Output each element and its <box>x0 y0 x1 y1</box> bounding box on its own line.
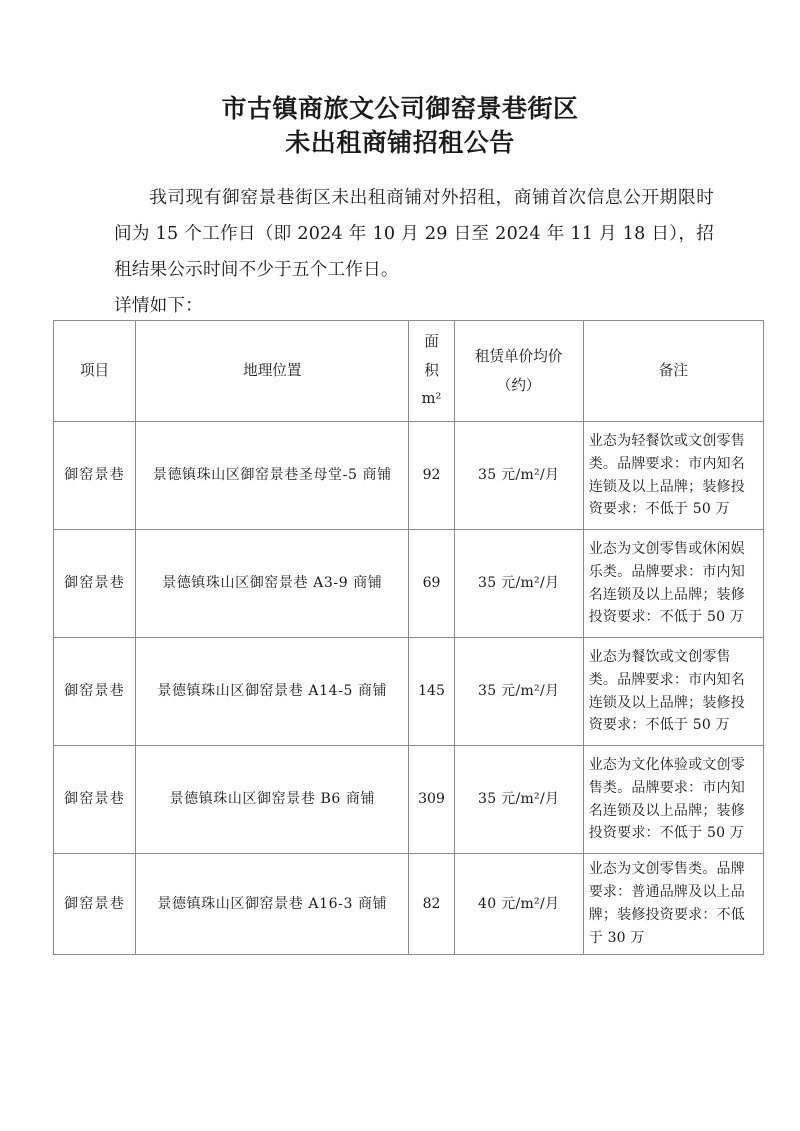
table-row <box>54 638 764 746</box>
column-header-area-char-1: 面 <box>424 333 439 351</box>
cell-notes: 业态为文创零售类。品牌要求：普通品牌及以上品牌；装修投资要求：不低于 30 万 <box>583 854 763 955</box>
cell-area: 145 <box>409 638 454 746</box>
column-header-area-unit: m² <box>421 390 442 408</box>
column-header-area <box>409 321 454 422</box>
column-header-location <box>136 321 409 422</box>
cell-location: 景德镇珠山区御窑景巷 A3-9 商铺 <box>136 530 409 638</box>
cell-price: 35 元/m²/月 <box>454 638 583 746</box>
cell-project: 御窑景巷 <box>54 854 136 955</box>
cell-price: 35 元/m²/月 <box>454 746 583 854</box>
column-header-location-label: 地理位置 <box>243 362 302 380</box>
cell-project: 御窑景巷 <box>54 638 136 746</box>
cell-area: 69 <box>409 530 454 638</box>
column-header-price-label: 租赁单价均价 <box>474 347 563 365</box>
cell-location: 景德镇珠山区御窑景巷 A14-5 商铺 <box>136 638 409 746</box>
column-header-price-approx: （约） <box>496 377 541 394</box>
page-title-line-1: 市古镇商旅文公司御窑景巷街区 <box>221 94 579 123</box>
cell-project: 御窑景巷 <box>54 422 136 530</box>
document-body <box>0 159 800 325</box>
cell-notes: 业态为文创零售或休闲娱乐类。品牌要求：市内知名连锁及以上品牌；装修投资要求：不低于 50 万 <box>583 530 763 638</box>
listing-table-container <box>53 320 764 955</box>
column-header-project-label: 项目 <box>79 362 110 380</box>
table-header <box>54 321 764 422</box>
cell-notes: 业态为轻餐饮或文创零售类。品牌要求：市内知名连锁及以上品牌；装修投资要求：不低于 50 万 <box>583 422 763 530</box>
cell-area: 92 <box>409 422 454 530</box>
table-row <box>54 854 764 955</box>
cell-price: 40 元/m²/月 <box>454 854 583 955</box>
body-paragraph-1: 我司现有御窑景巷街区未出租商铺对外招租，商铺首次信息公开期限时间为 15 个工作日（即 2024 年 10 月 29 日至 2024 年 11 月 18 日），招租结果公示时间不少于五个工作日。 <box>114 188 714 280</box>
cell-location: 景德镇珠山区御窑景巷圣母堂-5 商铺 <box>136 422 409 530</box>
page-title <box>0 0 800 159</box>
cell-notes: 业态为餐饮或文创零售类。品牌要求：市内知名连锁及以上品牌；装修投资要求：不低于 50 万 <box>583 638 763 746</box>
cell-location: 景德镇珠山区御窑景巷 B6 商铺 <box>136 746 409 854</box>
cell-location: 景德镇珠山区御窑景巷 A16-3 商铺 <box>136 854 409 955</box>
column-header-notes-label: 备注 <box>658 362 688 380</box>
column-header-area-stack <box>414 328 448 413</box>
cell-price: 35 元/m²/月 <box>454 422 583 530</box>
column-header-project <box>54 321 136 422</box>
cell-project: 御窑景巷 <box>54 746 136 854</box>
cell-notes: 业态为文化体验或文创零售类。品牌要求：市内知名连锁及以上品牌；装修投资要求：不低于 50 万 <box>583 746 763 854</box>
table-row <box>54 746 764 854</box>
column-header-area-char-2: 积 <box>424 361 439 379</box>
table-header-row <box>54 321 764 422</box>
listing-table <box>53 320 764 955</box>
cell-price: 35 元/m²/月 <box>454 530 583 638</box>
body-paragraph-2: 详情如下： <box>114 295 203 316</box>
column-header-price <box>454 321 583 422</box>
column-header-price-stack <box>460 342 578 400</box>
cell-area: 309 <box>409 746 454 854</box>
table-body <box>54 422 764 955</box>
cell-area: 82 <box>409 854 454 955</box>
table-row <box>54 422 764 530</box>
page-title-line-2: 未出租商铺招租公告 <box>285 127 515 157</box>
cell-project: 御窑景巷 <box>54 530 136 638</box>
table-row <box>54 530 764 638</box>
column-header-notes <box>583 321 763 422</box>
